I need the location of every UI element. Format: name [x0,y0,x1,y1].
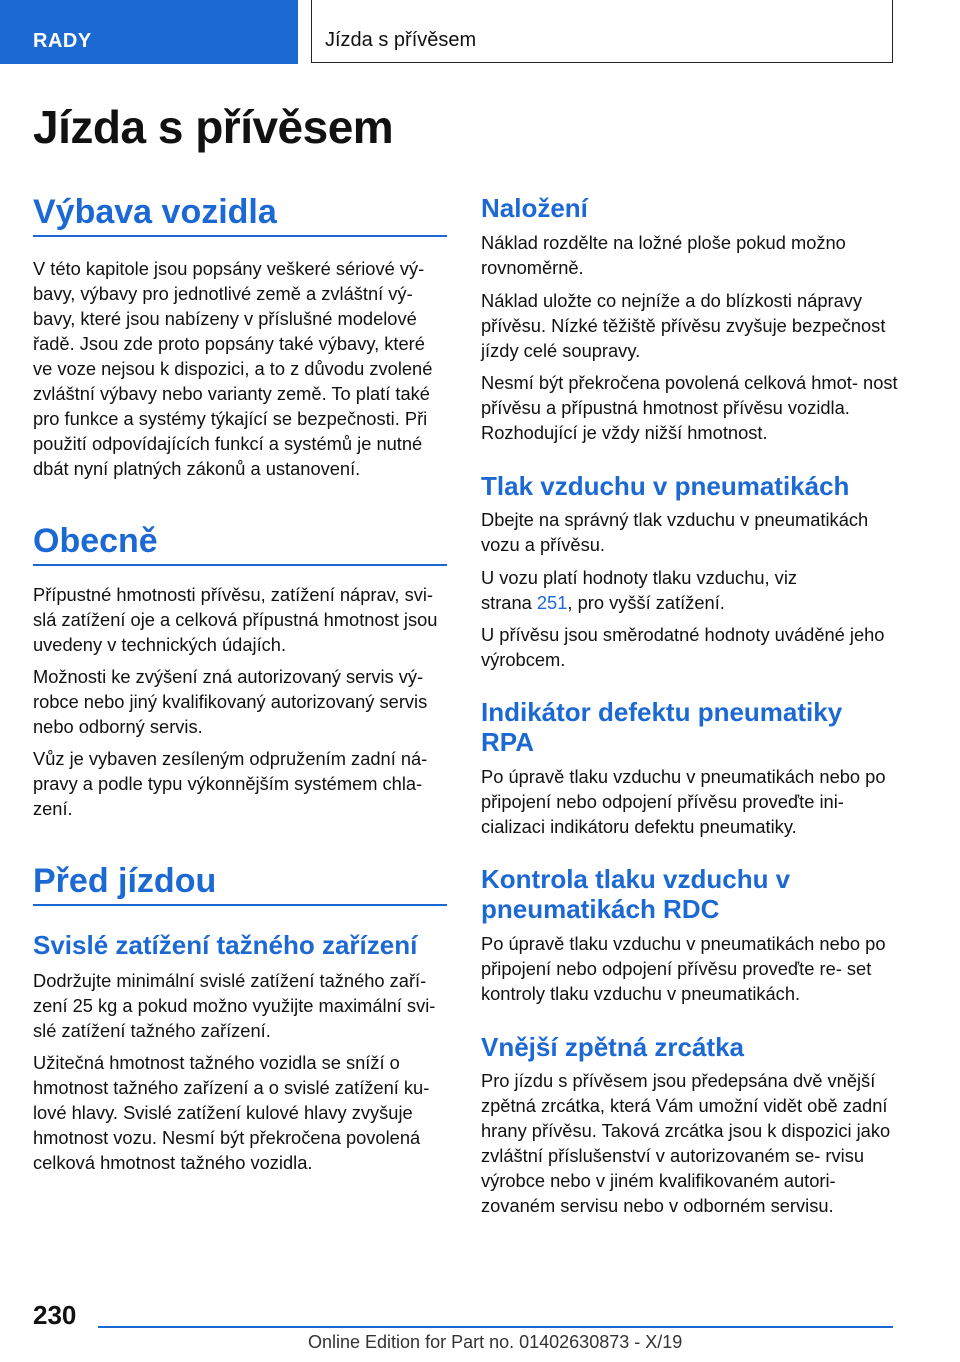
para-pred-2: Užitečná hmotnost tažného vozidla se sníží o hmotnost tažného zařízení a o svislé zatížení ku- lové hlavy. Svislé zatížení kulové hlavy zvyšuje hmotnost vozu. Nesmí být překročena povolená celková hmotnost tažného vozidla. [33,1052,430,1173]
heading-tlak: Tlak vzduchu v pneumatikách [481,471,850,501]
heading-pred: Před jízdou [33,862,217,900]
heading-rpa: Indikátor defektu pneumatiky RPA [481,697,843,757]
page-link-251[interactable]: 251 [536,592,568,613]
page-number: 230 [33,1300,77,1330]
heading-obecne: Obecně [33,522,158,560]
section-tab [0,0,298,64]
chapter-header [311,0,893,63]
heading-rdc: Kontrola tlaku vzduchu v pneumatikách RDC [481,864,791,924]
chapter-title: Jízda s přívěsem [325,29,477,51]
para-nalozeni-1: Náklad rozdělte na ložné ploše pokud možno rovnoměrně. [481,232,846,278]
rule-vybava [33,235,447,237]
para-rpa: Po úpravě tlaku vzduchu v pneumatikách nebo po připojení nebo odpojení přívěsu proveďte ini- cializaci indikátoru defektu pneumatiky. [481,766,886,837]
para-vybava: V této kapitole jsou popsány veškeré sériové vý- bavy, výbavy pro jednotlivé země a zvláštní vý- bavy, které jsou nabízeny v příslušné modelové řadě. Jsou zde proto popsány také výbavy, které ve voze nejsou k dispozici, a to z důvodu zvolené zvláštní výbavy nebo varianty země. To platí také pro funkce a systémy týkající se bezpečnosti. Při použití odpovídajících funkcí a systémů je nutné dbát nyní platných zákonů a ustanovení. [33,258,433,479]
para-obecne-1: Přípustné hmotnosti přívěsu, zatížení náprav, svi- slá zatížení oje a celková přípustná hmotnost jsou uvedeny v technických údajích. [33,584,438,655]
subheading-svisle: Svislé zatížení tažného zařízení [33,930,418,960]
footer-rule [98,1326,893,1328]
page-title: Jízda s přívěsem [33,101,394,153]
heading-nalozeni: Naložení [481,193,588,223]
section-label: RADY [33,30,92,52]
para-obecne-3: Vůz je vybaven zesíleným odpružením zadní ná- pravy a podle typu výkonnějším systémem chla- zení. [33,748,428,819]
para-zrcatka: Pro jízdu s přívěsem jsou předepsána dvě vnější zpětná zrcátka, která Vám umožní vidět obě zadní hrany přívěsu. Taková zrcátka jsou k dispozici jako zvláštní příslušenství v autorizovaném se- rvisu výrobce nebo v jiném kvalifikovaném autori- zovaném servisu nebo v odborném servisu. [481,1070,891,1216]
para-tlak-3: U přívěsu jsou směrodatné hodnoty uváděné jeho výrobcem. [481,624,885,670]
heading-vybava: Výbava vozidla [33,193,277,231]
para-nalozeni-2: Náklad uložte co nejníže a do blízkosti nápravy přívěsu. Nízké těžiště přívěsu zvyšuje bezpečnost jízdy celé soupravy. [481,290,886,361]
para-pred-1: Dodržujte minimální svislé zatížení tažného zaří- zení 25 kg a pokud možno využijte maximální svi- slé zatížení tažného zařízení. [33,970,436,1041]
para-tlak-1: Dbejte na správný tlak vzduchu v pneumatikách vozu a přívěsu. [481,509,869,555]
para-nalozeni-3: Nesmí být překročena povolená celková hmot- nost přívěsu a přípustná hmotnost přívěsu vozidla. Rozhodující je vždy nižší hmotnost. [481,372,898,443]
edition-footer: Online Edition for Part no. 01402630873 - X/19 [308,1332,683,1352]
para-obecne-2: Možnosti ke zvýšení zná autorizovaný servis vý- robce nebo jiný kvalifikovaný autorizovaný servis nebo odborný servis. [33,666,428,737]
rule-pred [33,904,447,906]
rule-obecne [33,564,447,566]
heading-zrcatka: Vnější zpětná zrcátka [481,1032,744,1062]
para-tlak-2 [481,565,811,615]
para-tlak-2a: U vozu platí hodnoty tlaku vzduchu, viz strana [481,567,798,613]
para-rdc: Po úpravě tlaku vzduchu v pneumatikách nebo po připojení nebo odpojení přívěsu proveďte re- set kontroly tlaku vzduchu v pneumatikách. [481,933,886,1004]
para-tlak-2b: , pro vyšší zatížení. [567,592,725,613]
